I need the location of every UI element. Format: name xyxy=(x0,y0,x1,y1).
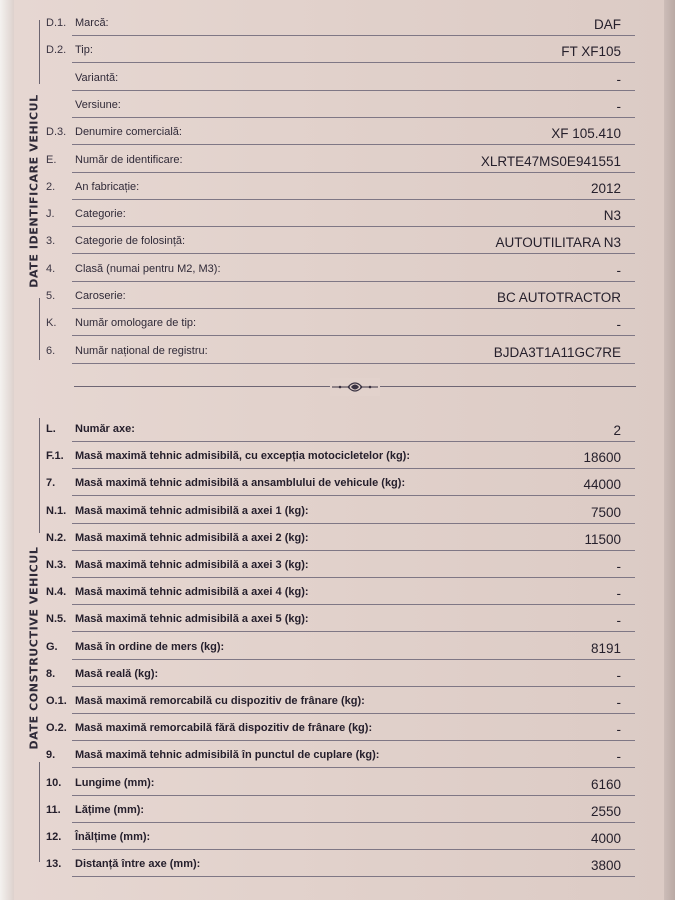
field-label: An fabricație: xyxy=(75,180,140,193)
field-code: 4. xyxy=(46,262,56,275)
field-value: BJDA3T1A11GC7RE xyxy=(493,344,621,360)
field-code: 5. xyxy=(46,290,56,302)
ornament-icon xyxy=(330,378,380,396)
field-value: - xyxy=(616,613,621,629)
field-value: - xyxy=(616,586,621,602)
field-row xyxy=(0,118,675,145)
field-label: Masă maximă tehnic admisibilă a axei 2 (kg): xyxy=(75,531,309,544)
field-row xyxy=(0,173,675,200)
field-label: Lățime (mm): xyxy=(75,803,145,816)
field-label: Număr axe: xyxy=(75,423,135,435)
field-row xyxy=(0,714,675,741)
field-row xyxy=(0,551,675,578)
field-row xyxy=(0,36,675,63)
field-value: - xyxy=(616,749,621,765)
field-row xyxy=(0,9,675,36)
field-row xyxy=(0,524,675,551)
field-label: Versiune: xyxy=(75,98,121,111)
row-rule xyxy=(72,363,635,364)
field-row xyxy=(0,741,675,768)
field-value: XF 105.410 xyxy=(551,126,621,142)
field-label: Înălțime (mm): xyxy=(75,831,151,843)
field-value: FT XF105 xyxy=(561,44,621,60)
field-row xyxy=(0,337,675,364)
field-code: 9. xyxy=(46,749,56,762)
field-code: N.1. xyxy=(46,504,67,517)
field-code: F.1. xyxy=(46,450,64,463)
row-rule xyxy=(72,876,635,877)
field-value: 3800 xyxy=(590,858,621,874)
field-code: E. xyxy=(46,153,57,166)
field-code: 10. xyxy=(46,776,62,789)
field-row xyxy=(0,796,675,823)
field-row xyxy=(0,469,675,496)
field-code: O.1. xyxy=(46,695,67,707)
field-code: 8. xyxy=(46,667,56,680)
field-value: N3 xyxy=(603,208,621,224)
field-row xyxy=(0,633,675,660)
field-code: N.3. xyxy=(46,559,67,571)
field-value: 2 xyxy=(613,423,621,438)
field-value: 2012 xyxy=(590,180,621,196)
field-row xyxy=(0,442,675,469)
field-code: G. xyxy=(46,640,58,653)
field-label: Număr național de registru: xyxy=(75,344,208,357)
field-label: Categorie: xyxy=(75,208,126,221)
field-label: Marcă: xyxy=(75,17,109,29)
field-code: 7. xyxy=(46,477,56,490)
field-label: Variantă: xyxy=(75,71,119,84)
field-code: 2. xyxy=(46,180,56,193)
field-row xyxy=(0,578,675,605)
field-row xyxy=(0,309,675,336)
field-label: Denumire comercială: xyxy=(75,126,182,139)
field-row xyxy=(0,605,675,632)
field-row xyxy=(0,850,675,877)
field-label: Masă maximă tehnic admisibilă, cu excepția motocicletelor (kg): xyxy=(75,450,411,463)
field-code: J. xyxy=(46,208,55,221)
field-label: Masă reală (kg): xyxy=(75,667,159,680)
field-label: Masă maximă tehnic admisibilă în punctul de cuplare (kg): xyxy=(75,749,380,762)
field-code: D.3. xyxy=(46,126,67,139)
field-row xyxy=(0,823,675,850)
field-code: D.2. xyxy=(46,44,67,57)
field-label: Număr omologare de tip: xyxy=(75,317,197,330)
field-row xyxy=(0,146,675,173)
field-row xyxy=(0,255,675,282)
field-label: Masă maximă tehnic admisibilă a axei 3 (kg): xyxy=(75,559,309,571)
field-code: 6. xyxy=(46,344,56,357)
field-code: N.5. xyxy=(46,613,67,626)
field-value: 7500 xyxy=(590,504,621,520)
field-value: AUTOUTILITARA N3 xyxy=(495,235,621,251)
field-label: Lungime (mm): xyxy=(75,776,155,789)
field-row xyxy=(0,200,675,227)
field-value: 2550 xyxy=(590,803,621,819)
field-label: Masă în ordine de mers (kg): xyxy=(75,640,225,653)
field-label: Caroserie: xyxy=(75,290,126,302)
field-value: - xyxy=(616,695,621,710)
field-value: - xyxy=(616,71,621,87)
field-value: - xyxy=(616,262,621,278)
field-code: 12. xyxy=(46,831,62,843)
field-row xyxy=(0,91,675,118)
field-label: Distanță între axe (mm): xyxy=(75,858,201,871)
field-value: 6160 xyxy=(590,776,621,792)
field-value: 44000 xyxy=(583,477,621,493)
field-code: N.4. xyxy=(46,586,67,599)
field-label: Masă maximă tehnic admisibilă a ansamblului de vehicule (kg): xyxy=(75,477,406,490)
field-value: BC AUTOTRACTOR xyxy=(496,290,621,305)
field-code: K. xyxy=(46,317,57,330)
field-row xyxy=(0,64,675,91)
field-row xyxy=(0,415,675,442)
field-code: 13. xyxy=(46,858,62,871)
field-code: L. xyxy=(46,423,56,435)
field-code: D.1. xyxy=(46,17,67,29)
field-code: O.2. xyxy=(46,722,67,735)
field-label: Masă maximă tehnic admisibilă a axei 5 (kg): xyxy=(75,613,309,626)
field-label: Masă maximă tehnic admisibilă a axei 1 (kg): xyxy=(75,504,309,517)
field-row xyxy=(0,769,675,796)
field-label: Tip: xyxy=(75,44,93,57)
field-label: Masă maximă tehnic admisibilă a axei 4 (kg): xyxy=(75,586,309,599)
field-value: - xyxy=(616,722,621,738)
field-label: Număr de identificare: xyxy=(75,153,183,166)
field-code: N.2. xyxy=(46,531,67,544)
field-value: XLRTE47MS0E941551 xyxy=(480,153,621,169)
field-label: Categorie de folosință: xyxy=(75,235,186,248)
field-code: 11. xyxy=(46,803,61,816)
field-value: 18600 xyxy=(583,450,621,466)
field-row xyxy=(0,227,675,254)
field-row xyxy=(0,282,675,309)
field-value: 11500 xyxy=(584,531,621,547)
field-value: DAF xyxy=(594,17,621,32)
field-value: - xyxy=(616,667,621,683)
field-label: Masă maximă remorcabilă cu dispozitiv de frânare (kg): xyxy=(75,695,365,707)
field-row xyxy=(0,687,675,714)
field-label: Clasă (numai pentru M2, M3): xyxy=(75,262,221,275)
field-code: 3. xyxy=(46,235,56,248)
field-value: 8191 xyxy=(590,640,621,656)
field-row xyxy=(0,660,675,687)
field-value: - xyxy=(616,559,621,574)
field-label: Masă maximă remorcabilă fără dispozitiv de frânare (kg): xyxy=(75,722,373,735)
field-value: 4000 xyxy=(590,831,621,846)
field-row xyxy=(0,497,675,524)
field-value: - xyxy=(616,317,621,333)
field-value: - xyxy=(616,98,621,114)
